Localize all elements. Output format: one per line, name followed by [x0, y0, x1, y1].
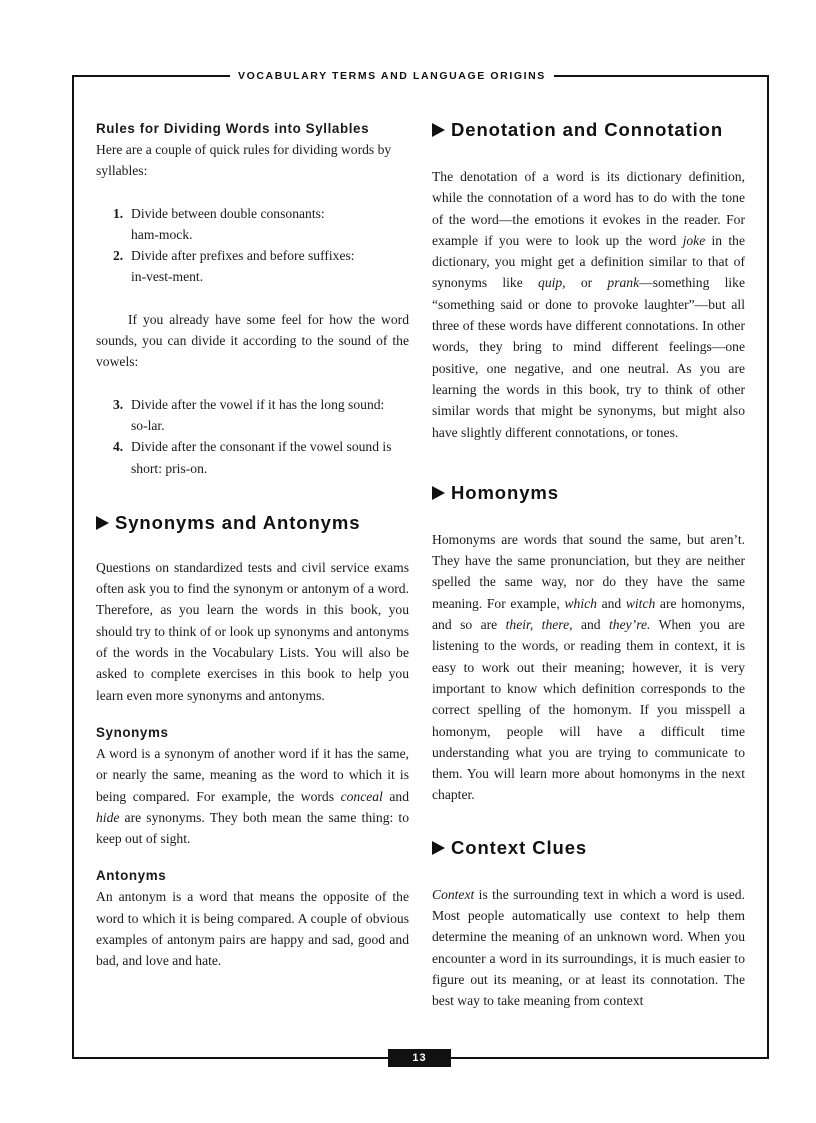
denotation-heading: Denotation and Connotation — [432, 118, 745, 142]
homonyms-heading: Homonyms — [432, 481, 745, 505]
page-number: 13 — [388, 1049, 451, 1067]
antonyms-paragraph: An antonym is a word that means the opposite of the word to which it is being compared. A couple of obvious examples of antonym pairs are happy and sad, good and bad, and love and hate. — [96, 889, 409, 969]
triangle-bullet-icon — [432, 841, 445, 855]
synonyms-paragraph: A word is a synonym of another word if it has the same, or nearly the same, meaning as the word to which it is being compared. For example, the words conceal and hide are synonyms. They both mean the same thing: to keep out of sight. — [96, 745, 410, 847]
context-clues-heading: Context Clues — [432, 836, 745, 860]
rule-example: in-vest-ment. — [131, 269, 204, 285]
synonyms-antonyms-paragraph: Questions on standardized tests and civil service exams often ask you to find the synonym or antonym of a word. Therefore, as you learn the words in this book, you should try to think of or look up synonyms and antonyms of the words in the Vocabulary Lists. You will also be asked to complete exercises in this book to help you learn even more synonyms and antonyms. — [96, 559, 409, 703]
syllables-heading: Rules for Dividing Words into Syllables — [96, 121, 370, 136]
right-column — [432, 118, 745, 1012]
syllable-rules-list-b — [96, 394, 409, 479]
list-item: 3. Divide after the vowel if it has the long sound: so-lar. — [113, 394, 409, 437]
synonyms-heading: Synonyms — [96, 724, 169, 740]
denotation-paragraph: The denotation of a word is its dictionary definition, while the connotation of a word has to do with the tone of the word—the emotions it evokes in the reader. For example if you were to look up the word joke in the dictionary, you might get a definition similar to that of synonyms like quip, or prank—something like “something said or done to provoke laughter”—but all three of these words have different connotations. In other words, they bring to mind different feelings—one positive, one negative, and one neutral. As you are learning the words in this book, try to think of other similar words that might be synonyms, but might also have slightly different connotations, or tones. — [432, 169, 746, 440]
list-item: 2. Divide after prefixes and before suffixes: in-vest-ment. — [113, 245, 409, 288]
vowel-paragraph: If you already have some feel for how the word sounds, you can divide it according to the sound of the vowels: — [96, 311, 409, 370]
homonyms-paragraph: Homonyms are words that sound the same, but aren’t. They have the same pronunciation, but they are neither spelled the same way, nor do they have the same meaning. For example, which and witch are homonyms, and so are their, there, and they’re. When you are listening to the words, or reading them in context, it is easy to work out their meaning; however, it is very important to know which definition corresponds to the correct spelling of the homonym. If you misspell a homonym, people will have a difficult time understanding what you are trying to communicate to them. You will learn more about homonyms in the next chapter. — [432, 531, 745, 803]
context-paragraph: Context is the surrounding text in which a word is used. Most people automatically use context to help them determine the meaning of an unknown word. When you encounter a word in its surroundings, it is much easier to figure out its meaning, or at least its connotation. The best way to take meaning from context — [432, 886, 745, 1009]
antonyms-heading: Antonyms — [96, 868, 167, 884]
rule-example: so-lar. — [131, 417, 165, 433]
rule-text: Divide between double consonants: — [131, 205, 325, 221]
triangle-bullet-icon — [96, 516, 109, 530]
rule-text: Divide after the consonant if the vowel sound is short: pris-on. — [131, 439, 392, 476]
rule-text: Divide after prefixes and before suffixes: — [131, 248, 355, 264]
rule-example: ham-mock. — [131, 226, 193, 242]
list-item: 4. Divide after the consonant if the vowel sound is short: pris-on. — [113, 439, 392, 476]
syllables-intro: Here are a couple of quick rules for dividing words by syllables: — [96, 142, 392, 179]
triangle-bullet-icon — [432, 123, 445, 137]
left-column — [96, 118, 409, 972]
list-item: 1. Divide between double consonants: ham-mock. — [113, 203, 409, 246]
running-head: VOCABULARY TERMS AND LANGUAGE ORIGINS — [230, 68, 554, 84]
syllable-rules-list-a — [96, 203, 409, 288]
synonyms-antonyms-heading: Synonyms and Antonyms — [96, 511, 409, 535]
triangle-bullet-icon — [432, 486, 445, 500]
rule-text: Divide after the vowel if it has the long sound: — [131, 396, 385, 412]
